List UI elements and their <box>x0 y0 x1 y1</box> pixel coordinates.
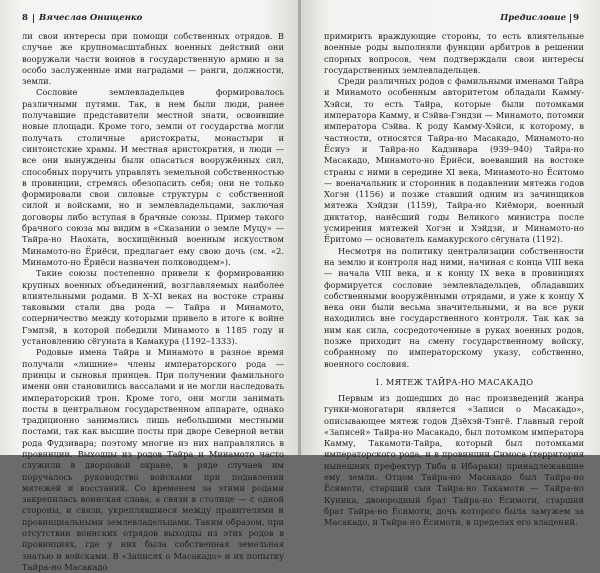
paragraph: Такие союзы постепенно привели к формированию крупных военных объединений, возглавляемых наиболее влиятельными родами. В X–XI веках на востоке страны таковыми стали два рода — Тайра и Минамото, соперничество между которыми привело в итоге к войне Гэмпэй, в которой победили Минамото в 1185 году и установлению сёгуната в Камакура (1192–1333). <box>22 268 284 347</box>
paragraph: Среди различных родов с фамильными именами Тайра и Минамото особенным авторитетом обладали Камму-Хэйси, то есть Тайра, которые были потомками императора Камму, и Сэйва-Гэндзи — Минамото, потомки императора Сэйва. К роду Камму-Хэйси, к которому, в частности, относятся Тайра-но Масакадо, Минамото-но Ёсиуэ и Тайра-но Кадзивара (939–940) Тайра-но Масакадо, Минамото-но Ёриёси, воевавший на востоке страны с ними в середине XI века, Минамото-но Ёситомо — военачальник и сторонник в подавлении мятежа годов Хогэн (1156) и позже ставший одним из зачинщиков мятежа Хэйдзи (1159), Тайра-но Киёмори, военный диктатор, нанёсший годы Великого министра после усмирения мятежей Хогэн и Хэйдзи, и Минамото-но Ёритомо — основатель камакурского сёгуната (1192). <box>324 76 584 245</box>
left-page-text <box>22 31 284 573</box>
right-page <box>301 0 600 528</box>
right-page-text <box>324 31 584 528</box>
running-title: Вячеслав Онищенко <box>39 13 143 23</box>
page-number: 8 <box>22 13 28 23</box>
paragraph: примирить враждующие стороны, то есть влиятельные военные роды выполняли функции арбитров в решении спорных вопросов, чем подтверждали свои интересы государственных землевладельцев. <box>324 31 584 75</box>
paragraph: ли свои интересы при помощи собственных отрядов. В случае же крупномасштабных военных действий они вооружали части воинов в государственную армию и за особо заслуженные ими наградами — ранги, должности, земли. <box>22 31 284 87</box>
right-page-header <box>323 11 579 25</box>
left-page-header <box>22 11 280 25</box>
chapter-heading: 1. МЯТЕЖ ТАЙРА-НО МАСАКАДО <box>374 376 534 387</box>
paragraph: Сословие землевладельцев формировалось различными путями. Так, в нем были люди, ранее получавшие представители местной знати, освоившие новые площади. Кроме того, земли от государства могли получать столичные аристократы, монастыри и синтоистские храмы. И местная аристократия, и люди — все они вынуждены были опасаться вооружённых сил, способных поручить управлять земельной собственностью в провинции, стремясь обезопасить себя; они не только формировали свои силовые структуры с собственной силой и войсками, но и землевладельцами, заключая договоры либо вступая в брачные союзы. Пример такого брачного союза мы видим в «Сказании о земле Муцу» — Тайра-но Наохата, восхищённый военным искусством Минамото-но Ёриёси, предлагает ему свою дочь (см. «2. Минамото-но Ёриёси назначен полководцем»). <box>22 87 284 267</box>
paragraph: Несмотря на политику централизации собственности на землю и контроля над ними, начиная с конца VIII века — начала VIII века, и к концу IX века в провинциях формируется сословие землевладельцев, обладавших собственными вооружёнными отрядами, и уже к концу X века они были весьма значительными, и на все руки находились вне государственного контроля. Так как за ним как сила, сосредоточенные в руках военных родов, позже приходит на смену государственному войску, собранному по императорскому указу, собственно, военного сословия. <box>324 245 584 369</box>
left-page <box>0 0 299 572</box>
page-number: 9 <box>573 13 579 23</box>
header-divider <box>570 14 571 23</box>
paragraph: Родовые имена Тайра и Минамото в разное время получали «лишние» члены императорского рода — принцы и сыновья принцев. При получении фамильного имени они становились вассалами и не могли наследовать императорский трон. Кроме того, они могли занимать посты в центральном государственном аппарате, однако традиционно занимались лишь небольшими местными постами, так как высшие посты при дворе Северной ветви рода Фудзивара; поэтому многие из них направлялись в провинции. Выходцы из родов Тайра и Минамото часто служили в дворцовой охране, в ряде случаев им поручалось руководство войсками при подавлении мятежей и восстаний. Со временем за этими родами закрепилась воинская слава, а связи в столице — с одной стороны, и связи, укреплявшиеся между правителями и провинциальными землевладельцами. Таким образом, при отсутствии воинских отрядов выходцы из этих родов в провинциях, где у них была собственная земельная знатью и войсками. В «Записях о Масакадо» и их попытку Тайра-но Масакадо <box>22 347 284 572</box>
running-title: Предисловие <box>500 13 566 23</box>
paragraph: Первым из дошедших до нас произведений жанра гунки-моногатари является «Записи о Масакадо», описывающее мятеж годов Дзёхэй-Тэнгё. Главный герой «Записей» Тайра-но Масакадо, был потомком императора Камму, Такамоти-Тайра, который был потомками императорского рода, и в провинции Симоса (территория нынешних префектур Тиба и Ибараки) принадлежавшие ему земли. Отцом Тайра-но Масакадо был Тайра-но Ёсимоти, старший сын Тайра-но Такамоти — Тайра-но Куника, двоюродный брат Тайра-но Ёсимоти, старший брат Тайра-но Ёсимоти, дочь которого была замужем за Масакадо, и Тайра-но Ёсимоти, в пределах его владений. <box>324 392 584 528</box>
header-divider <box>33 14 34 23</box>
